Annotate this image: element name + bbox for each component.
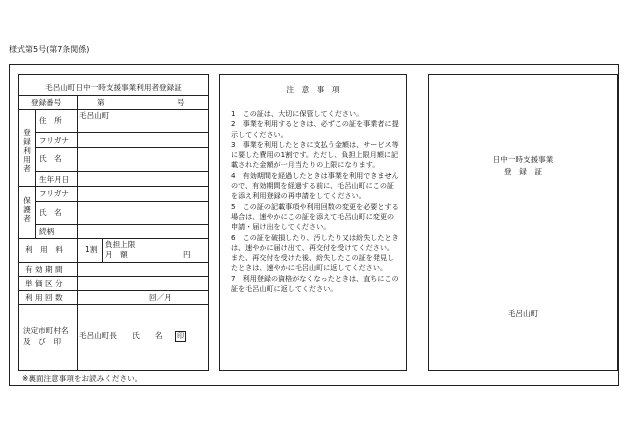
divider (35, 132, 208, 133)
divider (77, 95, 78, 371)
notes-title: 注 意 事 項 (286, 85, 340, 94)
cover-panel (428, 74, 618, 371)
notes-list (231, 109, 401, 294)
cap-label-1: 負担上限 (105, 240, 136, 249)
reg-no-prefix: 第 (97, 98, 105, 107)
cover-title-line1: 日中一時支援事業 (492, 155, 554, 164)
note-item: 2 事業を利用するときは、必ずこの証を事業者に提示してください。 (231, 119, 399, 139)
validity-label: 有 効 期 間 (25, 265, 63, 274)
fee-label: 利 用 料 (25, 245, 63, 254)
divider (19, 109, 208, 110)
relation-label: 続柄 (39, 227, 55, 236)
divider (19, 238, 208, 239)
form-number-label: 様式第5号(第7条関係) (9, 45, 90, 54)
divider (35, 171, 208, 172)
divider (35, 109, 36, 238)
count-unit: 回／月 (149, 293, 172, 302)
note-item: 7 利用登録の資格がなくなったときは、直ちにこの証を毛呂山町に返してください。 (231, 273, 399, 294)
guardian-name-label: 氏 名 (39, 208, 62, 217)
divider (19, 290, 208, 291)
address-value: 毛呂山町 (79, 111, 110, 120)
user-group-label: 登 録 利 用 者 (23, 128, 31, 173)
registration-card-panel (18, 74, 209, 371)
guardian-group-label: 保 護 者 (23, 196, 31, 223)
cover-issuer: 毛呂山町 (507, 309, 539, 318)
divider (102, 238, 103, 262)
divider (19, 95, 208, 96)
reg-no-label: 登録番号 (31, 98, 62, 107)
municipality-label-2: 及 び 印 (23, 337, 61, 346)
area-label: 単 価 区 分 (25, 279, 63, 288)
divider (19, 186, 208, 187)
note-item: 5 この証の記載事項や利用回数の変更を必要とする場合は、速やかにこの証を添えて毛呂山町に変更の申請・届け出をしてください。 (231, 201, 399, 232)
fee-rate: 1割 (85, 245, 98, 254)
divider (35, 224, 208, 225)
mayor-text: 毛呂山町長 氏 名 (79, 331, 163, 340)
note-item: 4 有効期間を経過したときは事業を利用できませんので、有効期間を経過する前に、毛呂山町にこの証を添え利用登録の再申請をしてください。 (231, 170, 399, 201)
guardian-furigana-label: フリガナ (39, 189, 69, 198)
municipality-label-1: 決定市町村名 (23, 326, 69, 335)
divider (35, 201, 208, 202)
reg-no-suffix: 号 (177, 98, 185, 107)
divider (35, 147, 208, 148)
card-title: 毛呂山町日中一時支援事業利用者登録証 (45, 83, 182, 92)
divider (19, 262, 208, 263)
cap-unit: 円 (183, 250, 191, 259)
address-label: 住 所 (39, 116, 62, 125)
dob-label: 生年月日 (39, 175, 70, 184)
note-item: 3 事業を利用したときに支払う金額は、サービス等に要した費用の1割です。ただし、負担上限月額に記載された金額が一月当たりの上限になります。 (231, 139, 399, 170)
footnote: ※裏面注意事項をお読みください。 (22, 374, 143, 383)
divider (19, 276, 208, 277)
notes-panel (219, 74, 407, 371)
note-item: 6 この証を破損したり、汚したり又は紛失したときは、速やかに届け出て、再交付を受けてください。また、再交付を受けた後、紛失したこの証を発見したときは、速やかに毛呂山町に返してください。 (231, 232, 399, 273)
official-seal-box: 印 (177, 332, 184, 340)
count-label: 利 用 回 数 (25, 293, 63, 302)
name-label: 氏 名 (39, 154, 62, 163)
cap-label-2: 月 額 (105, 250, 128, 259)
divider (19, 304, 208, 305)
cover-title-line2: 登 録 証 (504, 167, 542, 176)
note-item: 1 この証は、大切に保管してください。 (231, 109, 364, 118)
furigana-label: フリガナ (39, 136, 69, 145)
